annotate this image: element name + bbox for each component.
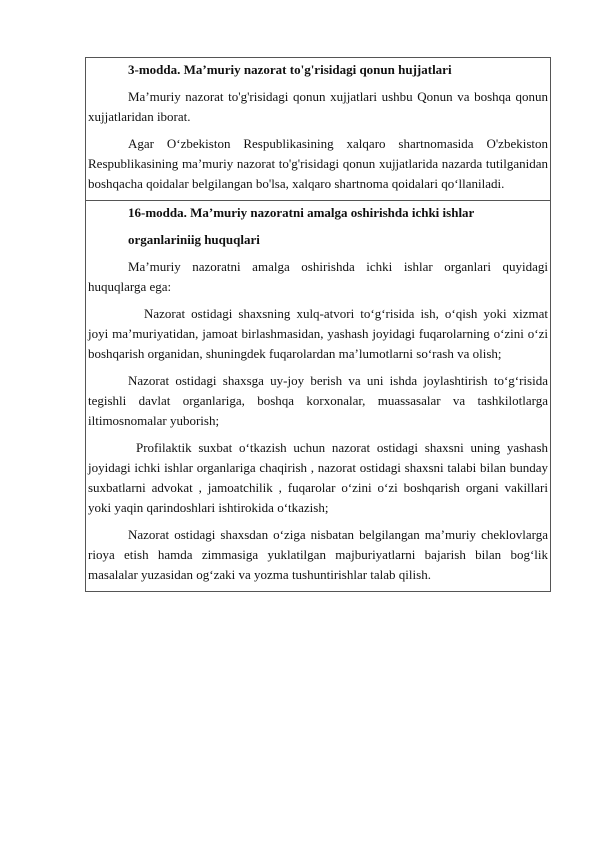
article-3-heading: 3-modda. Ma’muriy nazorat to'g'risidagi qonun hujjatlari [128, 62, 452, 77]
article-16-heading-line-1: 16-modda. Ma’muriy nazoratni amalga oshirishda ichki ishlar [128, 205, 475, 220]
article-16-item-3: Profilaktik suxbat o‘tkazish uchun nazorat ostidagi shaxsni uning yashash joyidagi ichki ishlar organlariga chaqirish , nazorat ostidagi shaxsni talabi bilan bunday suxbatlarni advokat , jamoatchilik , fuqarolar o‘zini o‘zi boshqarish organi vakillari yoki yaqin qarindoshlari ishtirokida o‘tkazish; [88, 440, 548, 515]
article-3-paragraph-2: Agar O‘zbekiston Respublikasining xalqaro shartnomasida O'zbekiston Respublikasining ma’muriy nazorat to'g'risidagi qonun xujjatlarida nazarda tutilganidan boshqacha qoidalar belgilangan bo'lsa, xalqaro shartnoma qoidalari qo‘llaniladi. [88, 136, 548, 191]
article-16-intro: Ma’muriy nazoratni amalga oshirishda ichki ishlar organlari quyidagi huquqlarga ega: [88, 259, 548, 294]
article-16-heading-line-2: organlariniig huquqlari [128, 232, 260, 247]
article-16-cell [85, 201, 551, 592]
article-16-item-1: Nazorat ostidagi shaxsning xulq-atvori to‘g‘risida ish, o‘qish yoki xizmat joyi ma’muriyatidan, jamoat birlashmasidan, yashash joyidagi fuqarolarning o‘zini o‘zi boshqarish organidan, shuningdek fuqarolardan ma’lumotlarni so‘rash va olish; [88, 306, 548, 361]
article-16-item-2: Nazorat ostidagi shaxsga uy-joy berish va uni ishda joylashtirish to‘g‘risida tegishli davlat organlariga, boshqa korxonalar, muassasalar va tashkilotlarga iltimosnomalar yuborish; [88, 373, 548, 428]
document-page [85, 57, 551, 592]
article-3-cell [85, 57, 551, 201]
article-16-item-4: Nazorat ostidagi shaxsdan o‘ziga nisbatan belgilangan ma’muriy cheklovlarga rioya etish hamda zimmasiga yuklatilgan majburiyatlarni bajarish bilan bog‘lik masalalar yuzasidan og‘zaki va yozma tushuntirishlar talab qilish. [88, 527, 548, 582]
article-3-paragraph-1: Ma’muriy nazorat to'g'risidagi qonun xujjatlari ushbu Qonun va boshqa qonun xujjatlaridan iborat. [88, 89, 548, 124]
